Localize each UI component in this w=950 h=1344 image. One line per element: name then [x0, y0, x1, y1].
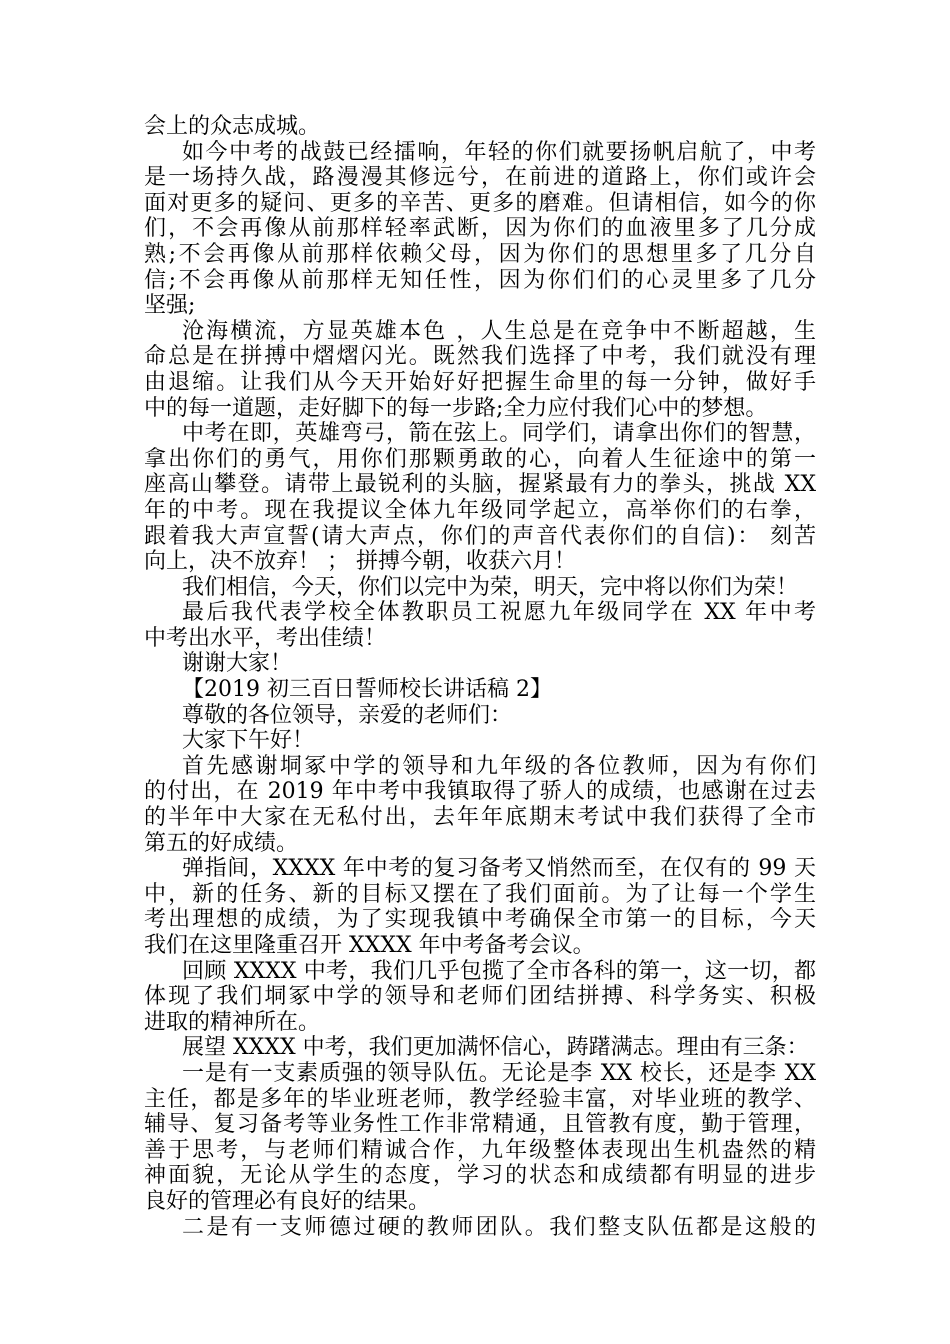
paragraph-first-line: 谢谢大家！ — [182, 651, 293, 677]
paragraph-line: 会上的众志成城。 — [144, 114, 321, 139]
paragraph-line: 的半年中大家在无私付出，去年年底期末考试中我们获得了全市 — [144, 805, 816, 831]
paragraph-line: 信;不会再像从前那样无知任性，因为你们们的心灵里多了几分 — [144, 267, 816, 293]
paragraph-first-line: 我们相信，今天，你们以完中为荣，明天，完中将以你们为荣！ — [182, 574, 799, 600]
paragraph-line: 命总是在拼搏中熠熠闪光。既然我们选择了中考，我们就没有理 — [144, 344, 816, 370]
paragraph-first-line: 最后我代表学校全体教职员工祝愿九年级同学在 XX 年中考 — [182, 600, 816, 626]
paragraph-line: 中，新的任务、新的目标又摆在了我们面前。为了让每一个学生 — [144, 881, 816, 907]
paragraph-line: 年的中考。现在我提议全体九年级同学起立，高举你们的右拳， — [144, 497, 816, 523]
paragraph-first-line: 如今中考的战鼓已经擂响，年轻的你们就要扬帆启航了，中考 — [182, 139, 816, 165]
paragraph-line: 进取的精神所在。 — [144, 1009, 321, 1035]
paragraph-first-line: 二是有一支师德过硬的教师团队。我们整支队伍都是这般的 — [182, 1214, 816, 1240]
paragraph-line: 神面貌，无论从学生的态度，学习的状态和成绩都有明显的进步 — [144, 1163, 816, 1189]
paragraph-line: 面对更多的疑问、更多的辛苦、更多的磨难。但请相信，如今的你 — [144, 190, 816, 216]
paragraph-line: 第五的好成绩。 — [144, 830, 299, 856]
paragraph-line: 坚强; — [144, 293, 196, 319]
paragraph-line: 中考出水平，考出佳绩！ — [144, 625, 387, 651]
paragraph-line: 是一场持久战，路漫漫其修远兮，在前进的道路上，你们或许会 — [144, 165, 816, 191]
paragraph-line: 良好的管理必有良好的结果。 — [144, 1188, 431, 1214]
paragraph-first-line: 回顾 XXXX 中考，我们几乎包揽了全市各科的第一，这一切，都 — [182, 958, 816, 984]
paragraph-line: 们，不会再像从前那样轻率武断，因为你们的血液里多了几分成 — [144, 216, 816, 242]
paragraph-first-line: 沧海横流，方显英雄本色 ，人生总是在竞争中不断超越，生 — [182, 318, 816, 344]
paragraph-line: 的付出，在 2019 年中考中我镇取得了骄人的成绩，也感谢在过去 — [144, 779, 816, 805]
paragraph-line: 体现了我们垌冢中学的领导和老师们团结拼搏、科学务实、积极 — [144, 984, 816, 1010]
paragraph-line: 向上，决不放弃！ ； 拼搏今朝，收获六月！ — [144, 549, 576, 575]
paragraph-line: 主任，都是多年的毕业班老师，教学经验丰富，对毕业班的教学、 — [144, 1086, 816, 1112]
paragraph-line: 考出理想的成绩，为了实现我镇中考确保全市第一的目标，今天 — [144, 907, 816, 933]
paragraph-line: 拿出你们的勇气，用你们那颗勇敢的心，向着人生征途中的第一 — [144, 446, 816, 472]
paragraph-first-line: 中考在即，英雄弯弓，箭在弦上。同学们，请拿出你们的智慧， — [182, 421, 816, 447]
paragraph-first-line: 【2019 初三百日誓师校长讲话稿 2】 — [182, 677, 552, 703]
paragraph-first-line: 尊敬的各位领导，亲爱的老师们： — [182, 702, 513, 728]
paragraph-line: 跟着我大声宣誓(请大声点，你们的声音代表你们的自信)： 刻苦 — [144, 523, 816, 549]
paragraph-line: 我们在这里隆重召开 XXXX 年中考备考会议。 — [144, 933, 595, 958]
paragraph-first-line: 展望 XXXX 中考，我们更加满怀信心，踌躇满志。理由有三条： — [182, 1035, 809, 1061]
document-page — [144, 114, 816, 1240]
paragraph-first-line: 一是有一支素质强的领导队伍。无论是李 XX 校长，还是李 XX — [182, 1060, 816, 1086]
paragraph-first-line: 大家下午好！ — [182, 728, 315, 754]
paragraph-line: 中的每一道题，走好脚下的每一步路;全力应付我们心中的梦想。 — [144, 395, 768, 421]
paragraph-line: 座高山攀登。请带上最锐利的头脑，握紧最有力的拳头，挑战 XX — [144, 472, 816, 498]
paragraph-line: 熟;不会再像从前那样依赖父母，因为你们的思想里多了几分自 — [144, 241, 816, 267]
paragraph-first-line: 弹指间，XXXX 年中考的复习备考又悄然而至，在仅有的 99 天 — [182, 856, 816, 882]
paragraph-line: 善于思考，与老师们精诚合作，九年级整体表现出生机盎然的精 — [144, 1137, 816, 1163]
paragraph-first-line: 首先感谢垌冢中学的领导和九年级的各位教师，因为有你们 — [182, 753, 816, 779]
paragraph-line: 辅导、复习备考等业务性工作非常精通，且管教有度，勤于管理， — [144, 1112, 816, 1138]
paragraph-line: 由退缩。让我们从今天开始好好把握生命里的每一分钟，做好手 — [144, 369, 816, 395]
